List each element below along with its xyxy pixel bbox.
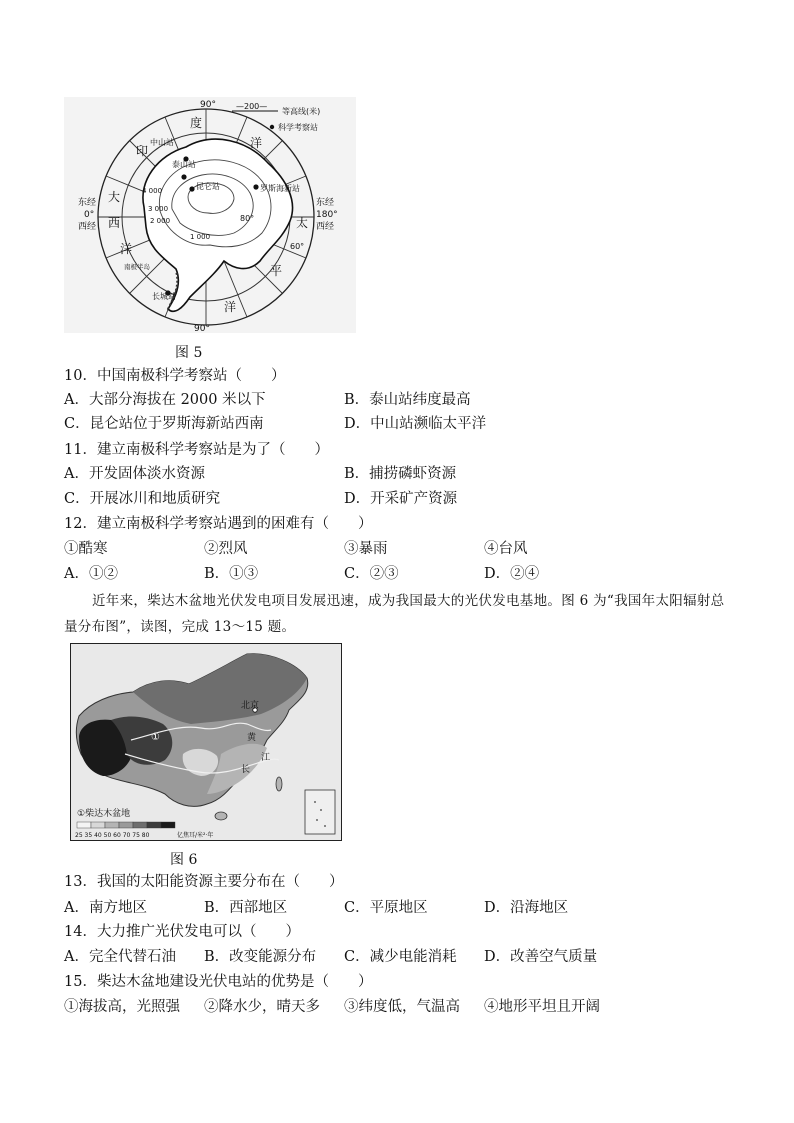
- radiation-scale-bar: [77, 822, 175, 828]
- q10-option-c: C．昆仑站位于罗斯海新站西南: [64, 416, 264, 432]
- q14-option-d: D．改善空气质量: [484, 949, 598, 965]
- q12-item-3: ③暴雨: [344, 541, 388, 557]
- station-label-kunlun: 昆仑站: [196, 182, 220, 191]
- q10-stem: 10．中国南极科学考察站（ ）: [64, 368, 286, 384]
- figure-6-caption: 图 6: [170, 852, 198, 868]
- q12-item-2: ②烈风: [204, 541, 248, 557]
- station-label-taishan: 泰山站: [172, 160, 196, 169]
- ocean-yin: 印: [136, 144, 149, 158]
- label-80deg: 80°: [240, 214, 255, 223]
- ocean-tai: 太: [296, 216, 309, 230]
- q10-option-a: A．大部分海拔在 2000 米以下: [64, 392, 266, 408]
- station-dot-taishan: [181, 174, 186, 179]
- marker-qaidam: ①: [151, 732, 160, 743]
- scale-values: 25 35 40 50 60 70 75 80: [75, 832, 150, 839]
- figure-5-antarctica-map: [64, 97, 356, 333]
- ocean-da: 大: [108, 190, 121, 204]
- q12-stem: 12．建立南极科学考察站遇到的困难有（ ）: [64, 516, 373, 532]
- legend-station-label: 科学考察站: [278, 123, 318, 132]
- legend-contour-label: 等高线(米): [282, 107, 321, 116]
- china-map-svg: [71, 644, 341, 840]
- station-dot-luosi: [253, 184, 258, 189]
- station-dot-kunlun: [189, 186, 194, 191]
- ocean-xi: 西: [108, 216, 121, 230]
- label-beijing: 北京: [241, 701, 260, 711]
- ocean-yang-3: 洋: [224, 300, 237, 314]
- label-river-huang: 黄: [247, 733, 257, 743]
- q15-item-1: ①海拔高，光照强: [64, 999, 180, 1015]
- south-china-sea-inset: [305, 790, 335, 834]
- hainan-island: [215, 812, 227, 820]
- station-label-luosi: 罗斯海新站: [260, 184, 300, 193]
- figure-6-china-solar-map: [70, 643, 342, 841]
- q15-stem: 15．柴达木盆地建设光伏电站的优势是（ ）: [64, 974, 373, 990]
- legend-qaidam-label: ①柴达木盆地: [77, 809, 131, 819]
- label-river-chang: 长: [241, 765, 251, 775]
- ocean-du: 度: [190, 116, 203, 130]
- contour-label-2000: 2 000: [150, 217, 171, 225]
- q14-option-a: A．完全代替石油: [64, 949, 176, 965]
- station-label-zhongshan: 中山站: [150, 138, 174, 147]
- q10-option-b: B．泰山站纬度最高: [344, 392, 471, 408]
- label-east180-b: 180°: [316, 210, 338, 220]
- label-east0-b: 0°: [84, 210, 95, 220]
- q15-item-2: ②降水少，晴天多: [204, 999, 320, 1015]
- q13-option-c: C．平原地区: [344, 900, 428, 916]
- label-lat-bottom: 90°: [194, 324, 210, 333]
- contour-label-1000: 1 000: [190, 233, 211, 241]
- antarctic-coastline: [143, 139, 293, 311]
- q12-item-1: ①酷寒: [64, 541, 108, 557]
- ocean-yang-2: 洋: [120, 242, 133, 256]
- q12-item-4: ④台风: [484, 541, 528, 557]
- q10-option-d: D．中山站濒临太平洋: [344, 416, 487, 432]
- label-river-jiang: 江: [261, 753, 271, 763]
- q11-option-c: C．开展冰川和地质研究: [64, 491, 221, 507]
- label-east180-a: 东经: [316, 198, 335, 208]
- q12-option-d: D．②④: [484, 566, 540, 582]
- q13-option-b: B．西部地区: [204, 900, 288, 916]
- q14-option-b: B．改变能源分布: [204, 949, 317, 965]
- passage-text: 近年来，柴达木盆地光伏发电项目发展迅速，成为我国最大的光伏发电基地。图 6 为“我国年太阳辐射总量分布图”，读图，完成 13～15 题。: [64, 593, 725, 635]
- contour-label-3000: 3 000: [148, 205, 169, 213]
- label-60deg: 60°: [290, 242, 305, 251]
- q11-stem: 11．建立南极科学考察站是为了（ ）: [64, 442, 329, 458]
- q15-item-3: ③纬度低，气温高: [344, 999, 460, 1015]
- label-west180: 西经: [316, 222, 335, 232]
- figure-5-caption: 图 5: [175, 345, 203, 361]
- q15-item-4: ④地形平坦且开阔: [484, 999, 600, 1015]
- q13-stem: 13．我国的太阳能资源主要分布在（ ）: [64, 874, 344, 890]
- legend-station-dot: [270, 125, 274, 129]
- q12-option-b: B．①③: [204, 566, 259, 582]
- contour-label-4000: 4 000: [142, 187, 163, 195]
- station-label-changcheng: 长城站: [152, 292, 176, 301]
- q12-option-a: A．①②: [64, 566, 118, 582]
- scale-unit: 亿焦耳/米²·年: [177, 832, 214, 839]
- q14-option-c: C．减少电能消耗: [344, 949, 457, 965]
- q11-option-b: B．捕捞磷虾资源: [344, 466, 457, 482]
- q12-option-c: C．②③: [344, 566, 399, 582]
- q14-stem: 14．大力推广光伏发电可以（ ）: [64, 924, 300, 940]
- ocean-yang-1: 洋: [250, 136, 263, 150]
- q11-option-d: D．开采矿产资源: [344, 491, 458, 507]
- label-peninsula: 南极半岛: [124, 263, 150, 271]
- q13-option-a: A．南方地区: [64, 900, 147, 916]
- label-lat-top: 90°: [200, 100, 216, 110]
- q11-option-a: A．开发固体淡水资源: [64, 466, 205, 482]
- ocean-ping: 平: [270, 264, 283, 278]
- antarctica-map-svg: [64, 97, 356, 333]
- q13-option-d: D．沿海地区: [484, 900, 569, 916]
- label-west0: 西经: [78, 222, 97, 232]
- taiwan-island: [276, 777, 282, 791]
- legend-contour-sample: —200—: [236, 102, 268, 111]
- label-east0-a: 东经: [78, 198, 97, 208]
